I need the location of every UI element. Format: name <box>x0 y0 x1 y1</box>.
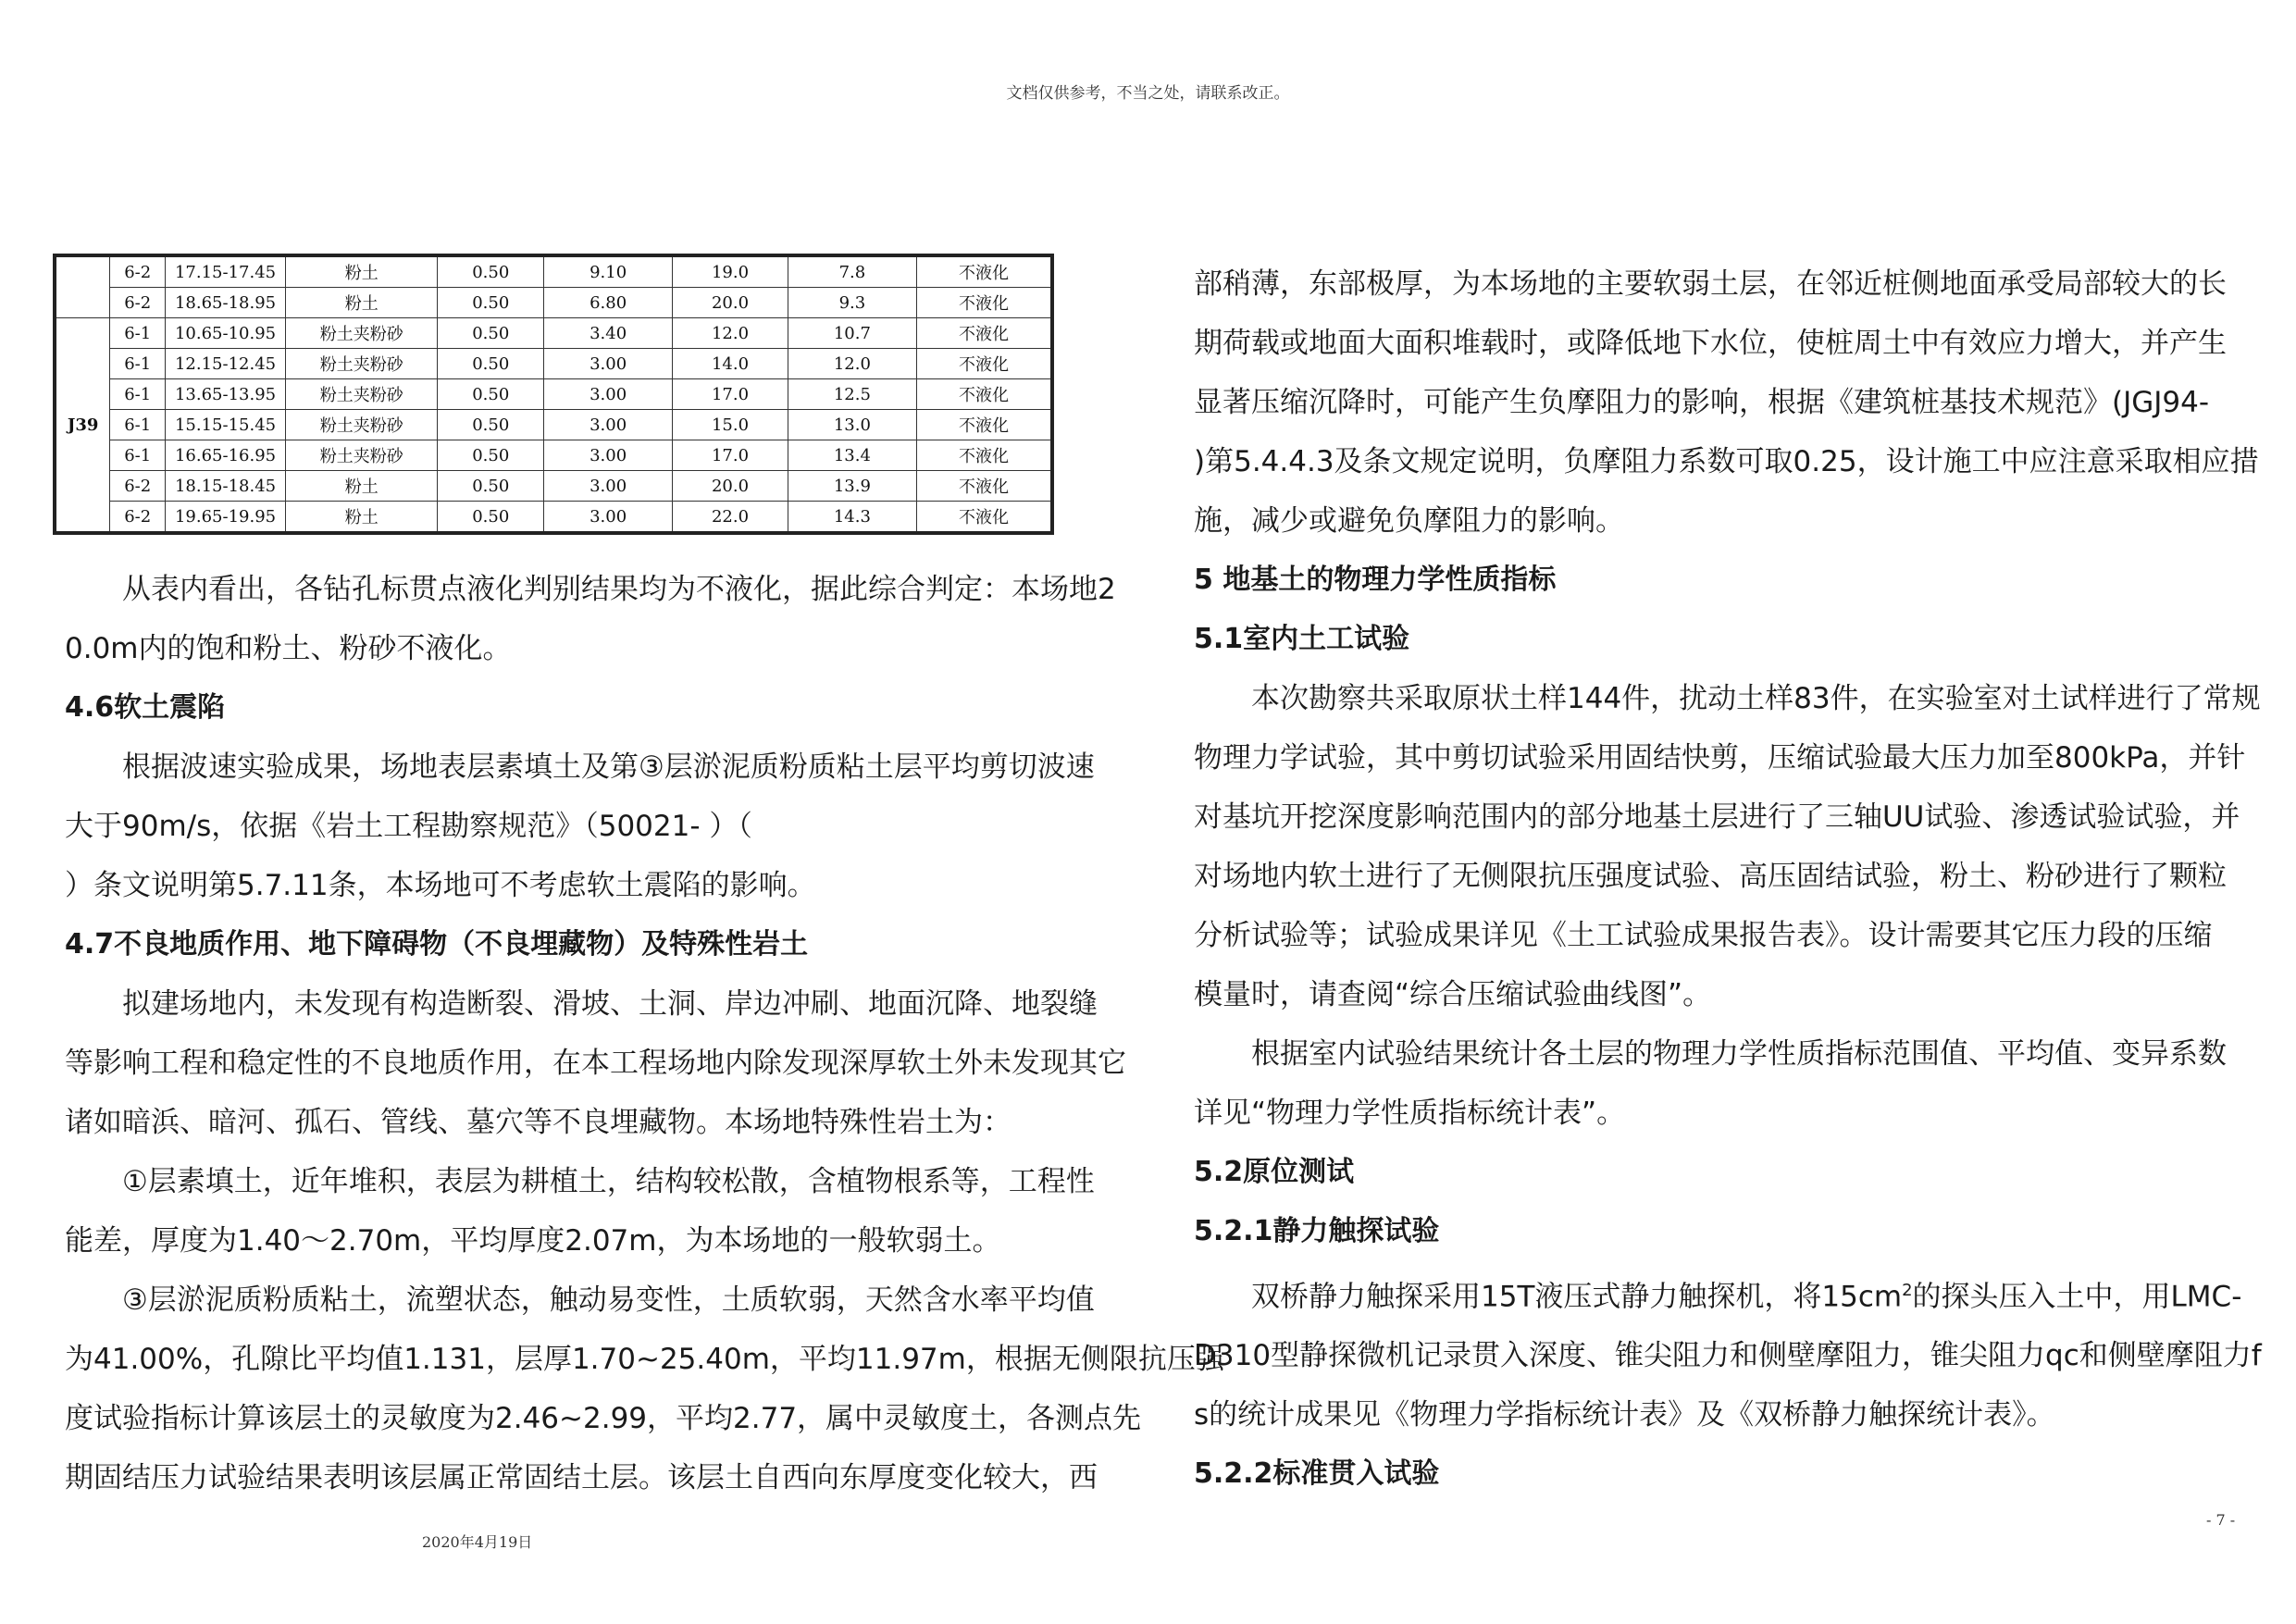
cell-depth: 13.65-13.95 <box>166 379 286 410</box>
cell-v4: 9.3 <box>788 288 916 318</box>
cell-soil: 粉土 <box>285 255 438 288</box>
paragraph-line: 能差，厚度为1.40～2.70m，平均厚度2.07m，为本场地的一般软弱土。 <box>65 1224 1001 1258</box>
cell-soil: 粉土夹粉砂 <box>285 440 438 471</box>
cell-soil: 粉土夹粉砂 <box>285 318 438 349</box>
paragraph-line: 部稍薄，东部极厚，为本场地的主要软弱土层，在邻近桩侧地面承受局部较大的长 <box>1194 267 2227 301</box>
cell-v2: 3.00 <box>543 410 672 440</box>
paragraph-line: 施，减少或避免负摩阻力的影响。 <box>1194 504 1624 538</box>
cell-depth: 12.15-12.45 <box>166 349 286 379</box>
paragraph-line: ①层素填土，近年堆积，表层为耕植土，结构较松散，含植物根系等，工程性 <box>122 1165 1095 1198</box>
cell-v2: 3.00 <box>543 379 672 410</box>
cell-v4: 13.0 <box>788 410 916 440</box>
cell-v4: 13.4 <box>788 440 916 471</box>
page-number: - 7 - <box>2206 1511 2236 1529</box>
cell-layer: 6-2 <box>110 288 166 318</box>
cell-v4: 7.8 <box>788 255 916 288</box>
table-row <box>55 349 1052 379</box>
paragraph-line: 期荷载或地面大面积堆载时，或降低地下水位，使桩周土中有效应力增大，并产生 <box>1194 327 2227 360</box>
superscript: 2 <box>1902 1281 1913 1300</box>
cell-soil: 粉土夹粉砂 <box>285 349 438 379</box>
cell-v1: 0.50 <box>438 349 544 379</box>
table-row <box>55 502 1052 534</box>
cell-hole <box>55 255 110 318</box>
cell-v2: 3.00 <box>543 349 672 379</box>
cell-v1: 0.50 <box>438 255 544 288</box>
cell-v1: 0.50 <box>438 471 544 502</box>
paragraph-line: 物理力学试验，其中剪切试验采用固结快剪，压缩试验最大压力加至800kPa，并针 <box>1194 741 2246 775</box>
cell-layer: 6-1 <box>110 349 166 379</box>
cell-v3: 20.0 <box>673 471 788 502</box>
paragraph-line: 详见“物理力学性质指标统计表”。 <box>1194 1097 1626 1130</box>
paragraph-line: 显著压缩沉降时，可能产生负摩阻力的影响，根据《建筑桩基技术规范》(JGJ94- <box>1194 386 2210 419</box>
table-row <box>55 288 1052 318</box>
liquefaction-table <box>53 254 1054 535</box>
cell-soil: 粉土 <box>285 502 438 534</box>
paragraph-line: 拟建场地内，未发现有构造断裂、滑坡、土洞、岸边冲刷、地面沉降、地裂缝 <box>122 987 1098 1021</box>
paragraph-line: 模量时，请查阅“综合压缩试验曲线图”。 <box>1194 978 1712 1011</box>
cell-depth: 18.65-18.95 <box>166 288 286 318</box>
footer-date: 2020年4月19日 <box>422 1533 533 1551</box>
header-disclaimer: 文档仅供参考，不当之处，请联系改正。 <box>1006 84 1290 103</box>
cell-v2: 3.00 <box>543 440 672 471</box>
cell-v4: 10.7 <box>788 318 916 349</box>
paragraph-line: 期固结压力试验结果表明该层属正常固结土层。该层土自西向东厚度变化较大，西 <box>65 1461 1098 1494</box>
cell-v2: 3.40 <box>543 318 672 349</box>
paragraph-line: ）条文说明第5.7.11条，本场地可不考虑软土震陷的影响。 <box>65 869 816 902</box>
cell-v1: 0.50 <box>438 379 544 410</box>
section-heading-5-2-2: 5.2.2标准贯入试验 <box>1194 1457 1440 1491</box>
left-column <box>65 560 1224 1507</box>
paragraph-line: 对基坑开挖深度影响范围内的部分地基土层进行了三轴UU试验、渗透试验试验，并 <box>1194 800 2240 834</box>
cell-result: 不液化 <box>917 349 1052 379</box>
cell-v4: 12.0 <box>788 349 916 379</box>
right-column <box>1194 254 2262 1504</box>
cell-v1: 0.50 <box>438 410 544 440</box>
cell-layer: 6-1 <box>110 379 166 410</box>
cell-depth: 18.15-18.45 <box>166 471 286 502</box>
paragraph-line: 根据室内试验结果统计各土层的物理力学性质指标范围值、平均值、变异系数 <box>1251 1037 2227 1071</box>
cell-v3: 17.0 <box>673 440 788 471</box>
table-row <box>55 255 1052 288</box>
cell-v2: 3.00 <box>543 471 672 502</box>
cell-v3: 20.0 <box>673 288 788 318</box>
cell-result: 不液化 <box>917 410 1052 440</box>
cell-layer: 6-2 <box>110 502 166 534</box>
cell-v1: 0.50 <box>438 502 544 534</box>
cell-layer: 6-2 <box>110 255 166 288</box>
text-run: 的探头压入土中，用LMC- <box>1912 1280 2242 1314</box>
text-run: 双桥静力触探采用15T液压式静力触探机，将15cm <box>1251 1280 1903 1314</box>
section-heading-5-1: 5.1室内土工试验 <box>1194 623 1410 655</box>
cell-layer: 6-1 <box>110 318 166 349</box>
paragraph-line: D310型静探微机记录贯入深度、锥尖阻力和侧壁摩阻力，锥尖阻力qc和侧壁摩阻力f <box>1194 1339 2262 1373</box>
table-row <box>55 410 1052 440</box>
paragraph-line: 大于90m/s，依据《岩土工程勘察规范》（50021- ）（ <box>65 810 752 843</box>
paragraph-line: 度试验指标计算该层土的灵敏度为2.46~2.99，平均2.77，属中灵敏度土，各测点先 <box>65 1402 1142 1435</box>
cell-result: 不液化 <box>917 318 1052 349</box>
table-row <box>55 471 1052 502</box>
cell-soil: 粉土 <box>285 288 438 318</box>
cell-depth: 16.65-16.95 <box>166 440 286 471</box>
cell-result: 不液化 <box>917 379 1052 410</box>
cell-v2: 9.10 <box>543 255 672 288</box>
cell-v1: 0.50 <box>438 318 544 349</box>
cell-result: 不液化 <box>917 471 1052 502</box>
cell-result: 不液化 <box>917 440 1052 471</box>
cell-result: 不液化 <box>917 255 1052 288</box>
paragraph-line: 根据波速实验成果，场地表层素填土及第③层淤泥质粉质粘土层平均剪切波速 <box>122 750 1095 784</box>
cell-soil: 粉土 <box>285 471 438 502</box>
paragraph-line: 诸如暗浜、暗河、孤石、管线、墓穴等不良埋藏物。本场地特殊性岩土为： <box>65 1106 1011 1139</box>
cell-v2: 6.80 <box>543 288 672 318</box>
paragraph-line: 0.0m内的饱和粉土、粉砂不液化。 <box>65 632 512 665</box>
cell-depth: 15.15-15.45 <box>166 410 286 440</box>
cell-v4: 12.5 <box>788 379 916 410</box>
section-heading-5-2: 5.2原位测试 <box>1194 1156 1355 1188</box>
paragraph-line: 从表内看出，各钻孔标贯点液化判别结果均为不液化，据此综合判定：本场地2 <box>122 573 1116 606</box>
cell-v1: 0.50 <box>438 288 544 318</box>
cell-depth: 17.15-17.45 <box>166 255 286 288</box>
section-heading-4-6: 4.6软土震陷 <box>65 691 226 724</box>
paragraph-line <box>1194 1261 2249 1326</box>
cell-v3: 19.0 <box>673 255 788 288</box>
paragraph-line: 分析试验等；试验成果详见《土工试验成果报告表》。设计需要其它压力段的压缩 <box>1194 919 2213 952</box>
section-heading-4-7: 4.7不良地质作用、地下障碍物（不良埋藏物）及特殊性岩土 <box>65 928 809 961</box>
cell-v3: 22.0 <box>673 502 788 534</box>
cell-result: 不液化 <box>917 502 1052 534</box>
cell-v4: 13.9 <box>788 471 916 502</box>
cell-v3: 12.0 <box>673 318 788 349</box>
table-row <box>55 318 1052 349</box>
cell-hole: J39 <box>55 318 110 534</box>
cell-layer: 6-1 <box>110 440 166 471</box>
table-row <box>55 440 1052 471</box>
cell-layer: 6-2 <box>110 471 166 502</box>
paragraph-line: ③层淤泥质粉质粘土，流塑状态，触动易变性，土质软弱，天然含水率平均值 <box>122 1283 1095 1317</box>
paragraph-line: 本次勘察共采取原状土样144件，扰动土样83件，在实验室对土试样进行了常规 <box>1251 682 2261 715</box>
paragraph-line: )第5.4.4.3及条文规定说明，负摩阻力系数可取0.25，设计施工中应注意采取相应措 <box>1194 445 2259 478</box>
table-body <box>55 255 1052 533</box>
cell-layer: 6-1 <box>110 410 166 440</box>
section-heading-5: 5 地基土的物理力学性质指标 <box>1194 564 1557 596</box>
cell-soil: 粉土夹粉砂 <box>285 410 438 440</box>
cell-depth: 19.65-19.95 <box>166 502 286 534</box>
paragraph-line: 对场地内软土进行了无侧限抗压强度试验、高压固结试验，粉土、粉砂进行了颗粒 <box>1194 860 2227 893</box>
section-heading-5-2-1: 5.2.1静力触探试验 <box>1194 1215 1440 1247</box>
cell-v3: 17.0 <box>673 379 788 410</box>
cell-result: 不液化 <box>917 288 1052 318</box>
table-row <box>55 379 1052 410</box>
cell-depth: 10.65-10.95 <box>166 318 286 349</box>
cell-v4: 14.3 <box>788 502 916 534</box>
cell-v3: 14.0 <box>673 349 788 379</box>
cell-soil: 粉土夹粉砂 <box>285 379 438 410</box>
paragraph-line: 等影响工程和稳定性的不良地质作用，在本工程场地内除发现深厚软土外未发现其它 <box>65 1047 1126 1080</box>
cell-v3: 15.0 <box>673 410 788 440</box>
paragraph-line: 为41.00%，孔隙比平均值1.131，层厚1.70~25.40m，平均11.97m，根据无侧限抗压强 <box>65 1343 1224 1376</box>
paragraph-line: s的统计成果见《物理力学指标统计表》及《双桥静力触探统计表》。 <box>1194 1398 2055 1432</box>
cell-v2: 3.00 <box>543 502 672 534</box>
cell-v1: 0.50 <box>438 440 544 471</box>
